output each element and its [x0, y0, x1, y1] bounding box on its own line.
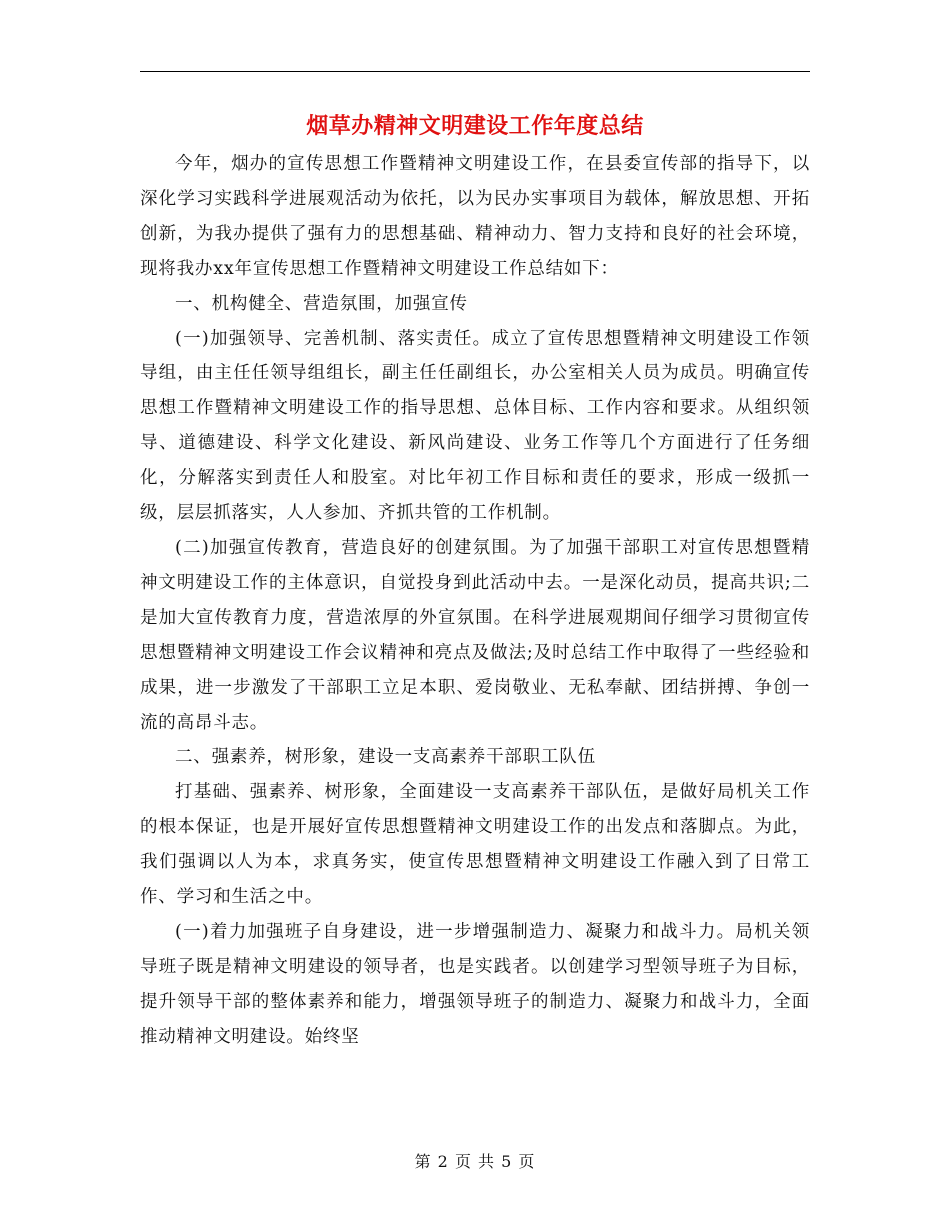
- paragraph-2-1: (一)着力加强班子自身建设，进一步增强制造力、凝聚力和战斗力。局机关领导班子既是精神文明建设的领导者，也是实践者。以创建学习型领导班子为目标，提升领导干部的整体素养和能力，增强领导班子的制造力、凝聚力和战斗力，全面推动精神文明建设。始终坚: [140, 921, 810, 1047]
- section-heading-2: 二、强素养，树形象，建设一支高素养干部职工队伍: [175, 747, 596, 768]
- paragraph-1-1: (一)加强领导、完善机制、落实责任。成立了宣传思想暨精神文明建设工作领导组，由主任任领导组组长，副主任任副组长，办公室相关人员为成员。明确宣传思想工作暨精神文明建设工作的指导思想、总体目标、工作内容和要求。从组织领导、道德建设、科学文化建设、新风尚建设、业务工作等几个方面进行了任务细化，分解落实到责任人和股室。对比年初工作目标和责任的要求，形成一级抓一级，层层抓落实，人人参加、齐抓共管的工作机制。: [140, 328, 810, 524]
- section-heading-1: 一、机构健全、营造氛围，加强宣传: [175, 293, 468, 314]
- document-title: 烟草办精神文明建设工作年度总结: [306, 113, 644, 139]
- paragraph-1-2: (二)加强宣传教育，营造良好的创建氛围。为了加强干部职工对宣传思想暨精神文明建设工作的主体意识，自觉投身到此活动中去。一是深化动员，提高共识;二是加大宣传教育力度，营造浓厚的外宣氛围。在科学进展观期间仔细学习贯彻宣传思想暨精神文明建设工作会议精神和亮点及做法;及时总结工作中取得了一些经验和成果，进一步激发了干部职工立足本职、爱岗敬业、无私奉献、团结拼搏、争创一流的高昂斗志。: [140, 537, 810, 733]
- paragraph-intro: 今年，烟办的宣传思想工作暨精神文明建设工作，在县委宣传部的指导下，以深化学习实践科学进展观活动为依托，以为民办实事项目为载体，解放思想、开拓创新，为我办提供了强有力的思想基础、精神动力、智力支持和良好的社会环境，现将我办xx年宣传思想工作暨精神文明建设工作总结如下：: [140, 154, 810, 279]
- paragraph-2-intro: 打基础、强素养、树形象，全面建设一支高素养干部队伍，是做好局机关工作的根本保证，也是开展好宣传思想暨精神文明建设工作的出发点和落脚点。为此，我们强调以人为本，求真务实，使宣传思想暨精神文明建设工作融入到了日常工作、学习和生活之中。: [140, 782, 810, 908]
- header-rule: [140, 71, 810, 72]
- document-body: [140, 147, 810, 1055]
- page-number: 第 2 页 共 5 页: [414, 1152, 536, 1171]
